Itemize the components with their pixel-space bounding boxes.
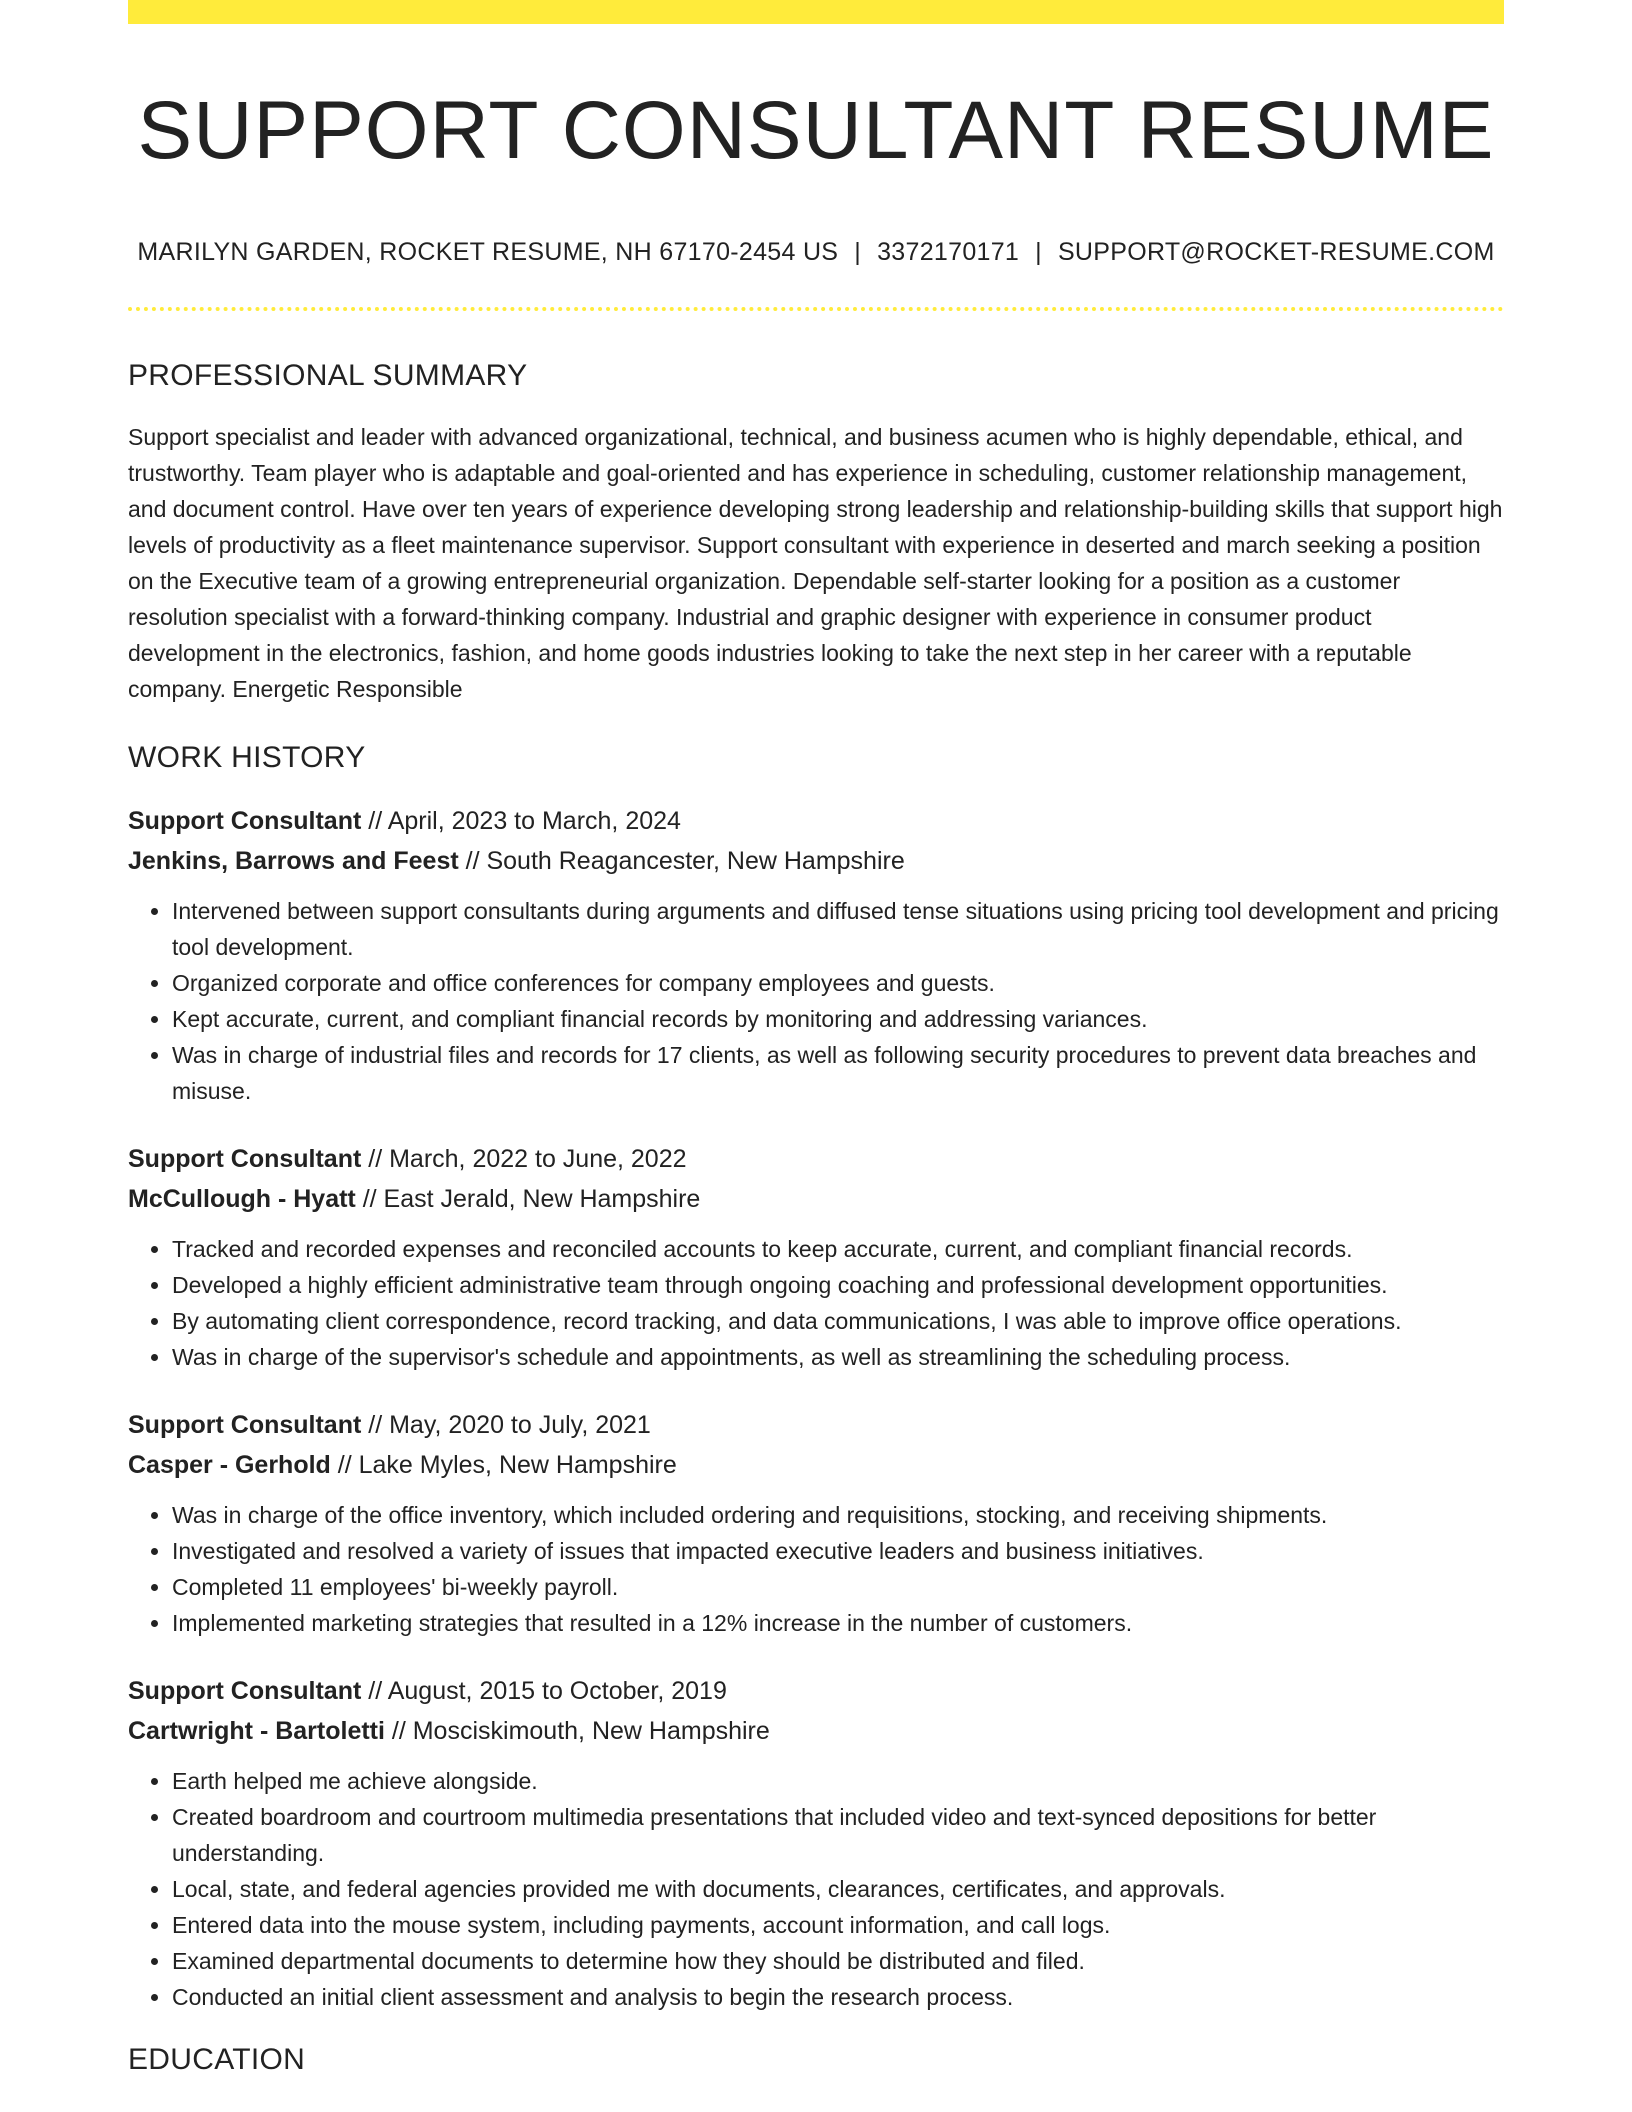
job-entry — [128, 801, 1504, 1109]
page-title: SUPPORT CONSULTANT RESUME — [137, 85, 1495, 176]
job-location: // South Reagancester, New Hampshire — [458, 847, 905, 876]
job-role-line — [128, 1405, 1504, 1445]
job-role-line — [128, 1671, 1504, 1711]
work-history-heading: WORK HISTORY — [128, 741, 366, 775]
summary-text: Support specialist and leader with advanced organizational, technical, and business acumen who is highly dependable, ethical, and trustworthy. Team player who is adaptable and goal-oriented and has experience in scheduling, customer relationship management, and document control. Have over ten years of experience developing strong leadership and relationship-building skills that support high levels of productivity as a fleet maintenance supervisor. Support consultant with experience in deserted and march seeking a position on the Executive team of a growing entrepreneurial organization. Dependable self-starter looking for a position as a customer resolution specialist with a forward-thinking company. Industrial and graphic designer with experience in consumer product development in the electronics, fashion, and home goods industries looking to take the next step in her career with a reputable company. Energetic Responsible — [128, 424, 1503, 703]
list-item: • Tracked and recorded expenses and reconciled accounts to keep accurate, current, and compliant financial records. — [172, 1231, 1504, 1267]
list-item: • Was in charge of industrial files and records for 17 clients, as well as following security procedures to prevent data breaches and misuse. — [172, 1037, 1504, 1109]
job-dates: // March, 2022 to June, 2022 — [361, 1145, 687, 1174]
list-item: • By automating client correspondence, record tracking, and data communications, I was able to improve office operations. — [172, 1303, 1504, 1339]
job-bullets — [128, 1231, 1504, 1375]
job-role-line — [128, 801, 1504, 841]
job-dates: // August, 2015 to October, 2019 — [361, 1677, 727, 1706]
job-company: Cartwright - Bartoletti — [128, 1717, 385, 1746]
list-item: • Local, state, and federal agencies provided me with documents, clearances, certificates, and approvals. — [172, 1871, 1504, 1907]
job-company-line — [128, 1711, 1504, 1751]
list-item: • Developed a highly efficient administrative team through ongoing coaching and professional development opportunities. — [172, 1267, 1504, 1303]
contact-phone: 3372170171 — [877, 238, 1020, 267]
job-company: Casper - Gerhold — [128, 1451, 331, 1480]
list-item: • Investigated and resolved a variety of issues that impacted executive leaders and business initiatives. — [172, 1533, 1504, 1569]
resume-page — [128, 0, 1504, 2077]
job-role: Support Consultant — [128, 1411, 362, 1440]
job-entry — [128, 1405, 1504, 1641]
job-role: Support Consultant — [128, 1677, 362, 1706]
list-item: • Earth helped me achieve alongside. — [172, 1763, 1504, 1799]
list-item: • Examined departmental documents to determine how they should be distributed and filed. — [172, 1943, 1504, 1979]
education-heading: EDUCATION — [128, 2043, 306, 2077]
job-dates: // May, 2020 to July, 2021 — [361, 1411, 651, 1440]
list-item: • Organized corporate and office conferences for company employees and guests. — [172, 965, 1504, 1001]
job-role: Support Consultant — [128, 1145, 362, 1174]
job-entry — [128, 1671, 1504, 2015]
contact-line — [128, 238, 1504, 267]
list-item: • Implemented marketing strategies that resulted in a 12% increase in the number of customers. — [172, 1605, 1504, 1641]
list-item: • Was in charge of the supervisor's schedule and appointments, as well as streamlining the scheduling process. — [172, 1339, 1504, 1375]
top-accent-bar — [128, 0, 1504, 24]
dotted-divider — [128, 307, 1504, 311]
job-company-line — [128, 1179, 1504, 1219]
list-item: • Completed 11 employees' bi-weekly payroll. — [172, 1569, 1504, 1605]
contact-separator: | — [854, 238, 862, 267]
list-item: • Conducted an initial client assessment and analysis to begin the research process. — [172, 1979, 1504, 2015]
job-bullets — [128, 1497, 1504, 1641]
summary-heading: PROFESSIONAL SUMMARY — [128, 359, 528, 393]
job-company: Jenkins, Barrows and Feest — [128, 847, 459, 876]
contact-separator: | — [1035, 238, 1042, 267]
work-history-list — [128, 801, 1504, 2015]
job-company: McCullough - Hyatt — [128, 1185, 356, 1214]
contact-address: MARILYN GARDEN, ROCKET RESUME, NH 67170-2454 US — [137, 238, 839, 267]
job-company-line — [128, 841, 1504, 881]
job-location: // East Jerald, New Hampshire — [355, 1185, 701, 1214]
job-bullets — [128, 1763, 1504, 2015]
job-role-line — [128, 1139, 1504, 1179]
job-location: // Lake Myles, New Hampshire — [330, 1451, 677, 1480]
job-dates: // April, 2023 to March, 2024 — [361, 807, 681, 836]
list-item: • Entered data into the mouse system, including payments, account information, and call logs. — [172, 1907, 1504, 1943]
list-item: • Kept accurate, current, and compliant financial records by monitoring and addressing variances. — [172, 1001, 1504, 1037]
list-item: • Was in charge of the office inventory, which included ordering and requisitions, stocking, and receiving shipments. — [172, 1497, 1504, 1533]
job-location: // Mosciskimouth, New Hampshire — [384, 1717, 770, 1746]
contact-email: SUPPORT@ROCKET-RESUME.COM — [1057, 238, 1495, 267]
list-item: • Created boardroom and courtroom multimedia presentations that included video and text-synced depositions for better understanding. — [172, 1799, 1504, 1871]
job-company-line — [128, 1445, 1504, 1485]
job-role: Support Consultant — [128, 807, 362, 836]
list-item: • Intervened between support consultants during arguments and diffused tense situations using pricing tool development and pricing tool development. — [172, 893, 1504, 965]
job-bullets — [128, 893, 1504, 1109]
job-entry — [128, 1139, 1504, 1375]
